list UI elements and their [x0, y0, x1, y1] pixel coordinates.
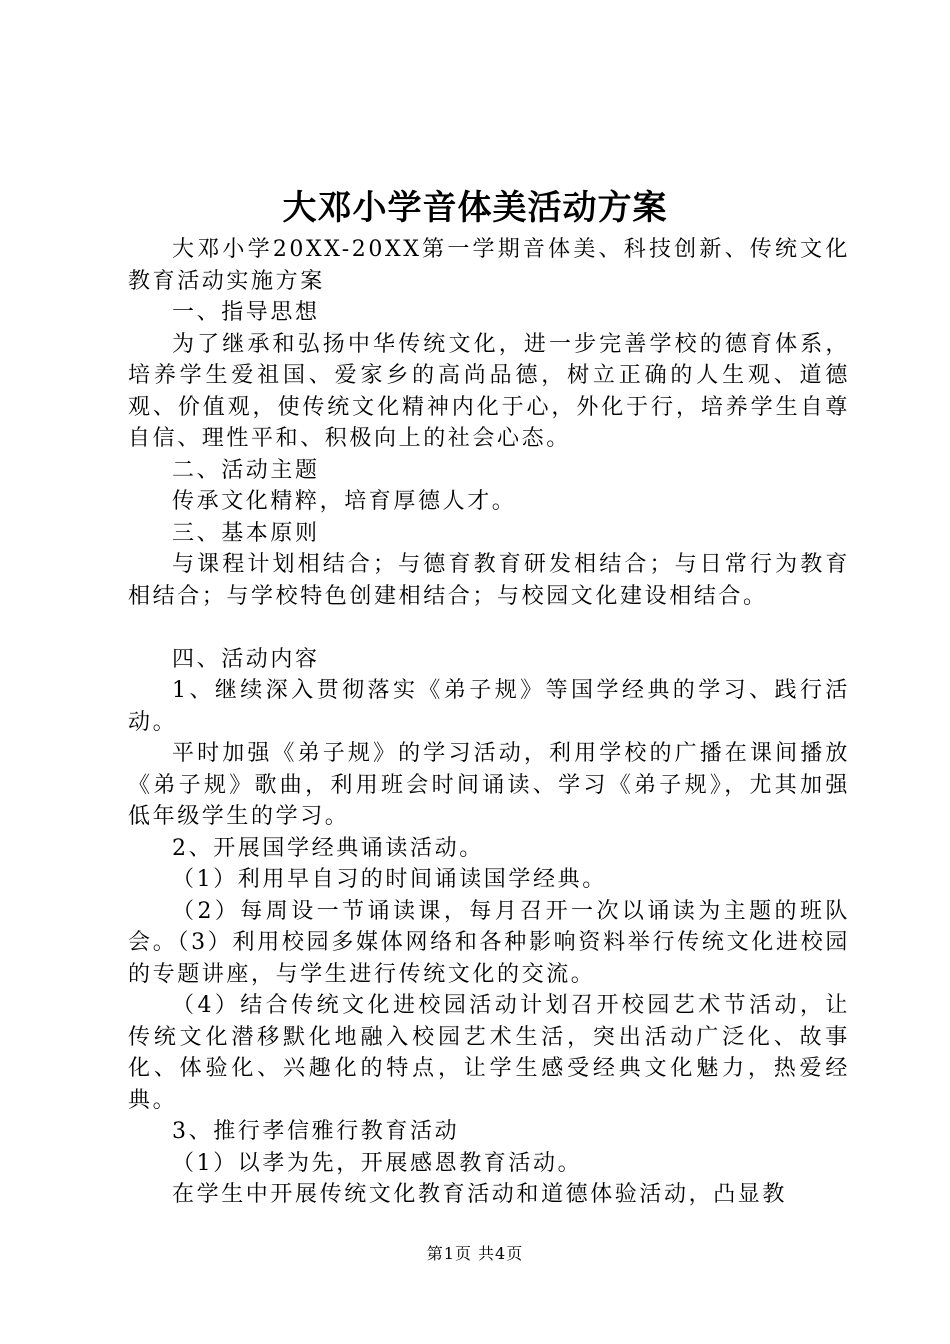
document-body: [128, 234, 850, 1211]
list-item-2: 2、开展国学经典诵读活动。: [172, 835, 484, 861]
paragraph-guiding-thought: 为了继承和弘扬中华传统文化，进一步完善学校的德育体系，培养学生爱祖国、爱家乡的高尚品德，树立正确的人生观、道德观、价值观，使传统文化精神内化于心，外化于行，培养学生自尊自信、理性平和、积极向上的社会心态。: [128, 331, 850, 451]
list-item-1: 1、继续深入贯彻落实《弟子规》等国学经典的学习、践行活动。: [128, 678, 850, 735]
section-heading-activity-content: 四、活动内容: [172, 646, 320, 672]
paragraph-basic-principles: 与课程计划相结合；与德育教育研发相结合；与日常行为教育相结合；与学校特色创建相结合；与校园文化建设相结合。: [128, 552, 850, 609]
paragraph-filial-activity: 在学生中开展传统文化教育活动和道德体验活动，凸显教: [172, 1182, 788, 1207]
sub-item-3-1: （1）以孝为先，开展感恩教育活动。: [172, 1150, 583, 1176]
sub-item-2-2: （2）每周设一节诵读课，每月召开一次以诵读为主题的班队会。（3）利用校园多媒体网络和各种影响资料举行传统文化进校园的专题讲座，与学生进行传统文化的交流。: [128, 898, 850, 987]
paragraph-activity-theme: 传承文化精粹，培育厚德人才。: [172, 489, 517, 514]
paragraph-dizigui: 平时加强《弟子规》的学习活动，利用学校的广播在课间播放《弟子规》歌曲，利用班会时间诵读、学习《弟子规》，尤其加强低年级学生的学习。: [128, 741, 850, 829]
list-item-3: 3、推行孝信雅行教育活动: [172, 1119, 460, 1144]
sub-item-2-4: （4）结合传统文化进校园活动计划召开校园艺术节活动，让传统文化潜移默化地融入校园艺术生活，突出活动广泛化、故事化、体验化、兴趣化的特点，让学生感受经典文化魅力，热爱经典。: [128, 993, 850, 1113]
paragraph-intro: 大邓小学20XX-20XX第一学期音体美、科技创新、传统文化教育活动实施方案: [128, 237, 850, 294]
document-title: 大邓小学音体美活动方案: [282, 188, 668, 228]
page-footer: 第1页 共4页: [426, 1244, 524, 1263]
sub-item-2-1: （1）利用早自习的时间诵读国学经典。: [172, 867, 607, 892]
section-heading-basic-principles: 三、基本原则: [172, 520, 320, 546]
section-heading-activity-theme: 二、活动主题: [172, 457, 320, 483]
section-heading-guiding-thought: 一、指导思想: [172, 300, 320, 325]
